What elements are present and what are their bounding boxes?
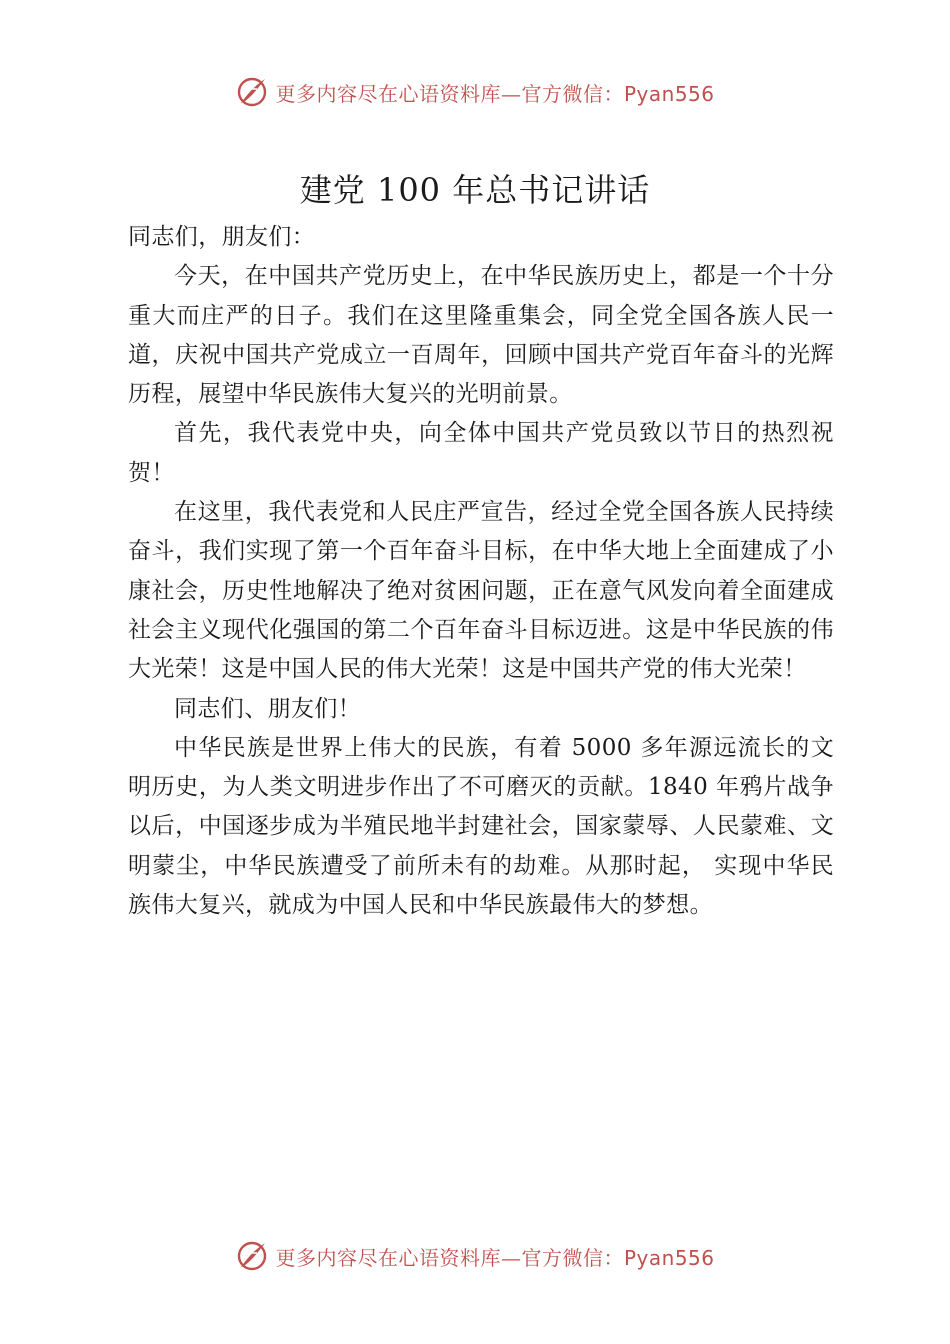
banner-text — [275, 1242, 714, 1271]
quill-pen-icon — [235, 1239, 269, 1273]
banner-caption: 更多内容尽在心语资料库—官方微信： — [275, 1245, 624, 1270]
banner-caption: 更多内容尽在心语资料库—官方微信： — [275, 81, 624, 106]
footer-banner — [0, 1234, 950, 1278]
document-body — [128, 218, 834, 925]
header-banner — [0, 70, 950, 114]
wechat-handle: Pyan556 — [623, 1245, 715, 1270]
paragraph: 中华民族是世界上伟大的民族，有着 5000 多年源远流长的文明历史，为人类文明进步作出了不可磨灭的贡献。1840 年鸦片战争以后，中国逐步成为半殖民地半封建社会，国家蒙辱、人民蒙难、文明蒙尘，中华民族遭受了前所未有的劫难。从那时起， 实现中华民族伟大复兴，就成为中国人民和中华民族最伟大的梦想。 — [128, 734, 834, 919]
wechat-handle: Pyan556 — [623, 81, 715, 106]
paragraph: 同志们、朋友们！ — [174, 695, 362, 722]
paragraph: 在这里，我代表党和人民庄严宣告，经过全党全国各族人民持续奋斗，我们实现了第一个百年奋斗目标，在中华大地上全面建成了小康社会，历史性地解决了绝对贫困问题，正在意气风发向着全面建成社会主义现代化强国的第二个百年奋斗目标迈进。这是中华民族的伟大光荣！这是中国人民的伟大光荣！这是中国共产党的伟大光荣！ — [128, 499, 834, 683]
paragraph: 今天，在中国共产党历史上，在中华民族历史上，都是一个十分重大而庄严的日子。我们在这里隆重集会，同全党全国各族人民一道，庆祝中国共产党成立一百周年，回顾中国共产党百年奋斗的光辉历程，展望中华民族伟大复兴的光明前景。 — [128, 263, 834, 408]
salutation: 同志们，朋友们： — [128, 224, 316, 250]
paragraph: 首先，我代表党中央，向全体中国共产党员致以节日的热烈祝贺！ — [128, 420, 834, 486]
quill-pen-icon — [235, 75, 269, 109]
banner-text — [275, 78, 714, 107]
document-title: 建党 100 年总书记讲话 — [299, 171, 651, 209]
